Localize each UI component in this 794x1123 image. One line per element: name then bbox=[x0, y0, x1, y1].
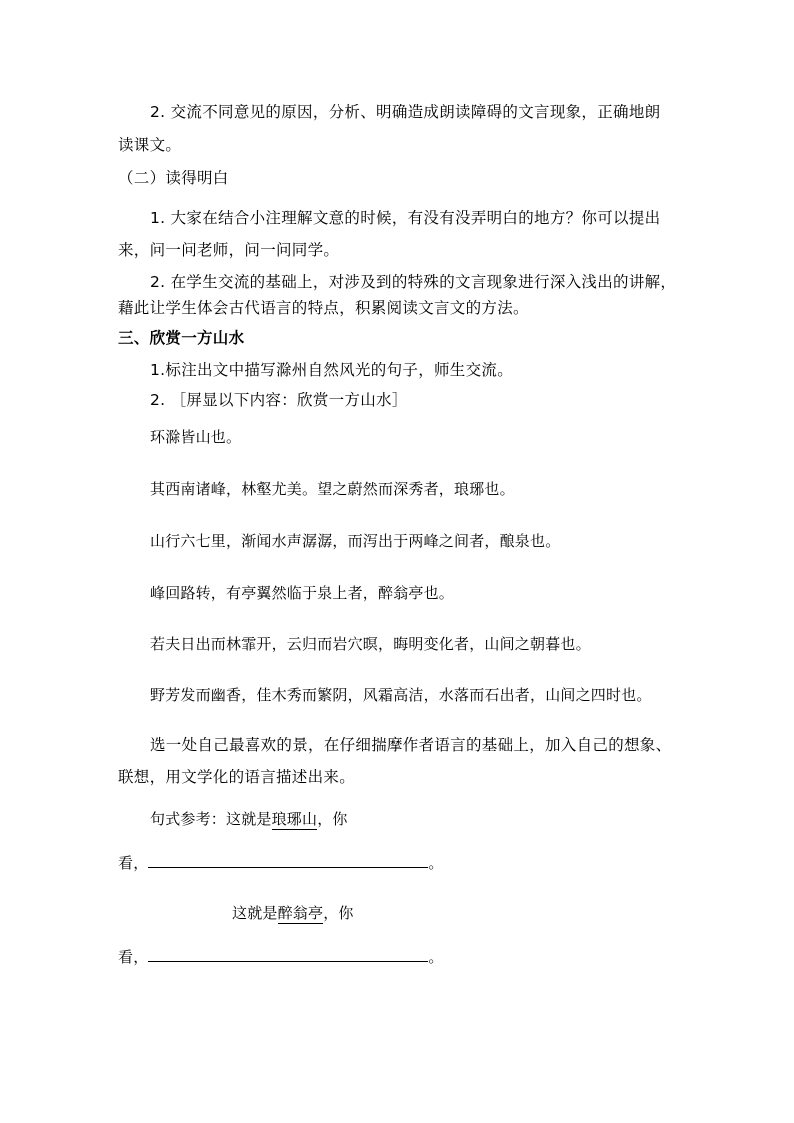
pattern-prefix: 句式参考：这就是 bbox=[150, 810, 272, 828]
subsection-title: （二）读得明白 bbox=[118, 169, 229, 187]
pattern-suffix: ，你 bbox=[323, 904, 354, 922]
section-title: 三、欣赏一方山水 bbox=[118, 329, 245, 347]
paragraph-line: 1. 大家在结合小注理解文意的时候，有没有没弄明白的地方？你可以提出 bbox=[150, 209, 661, 227]
excerpt-line: 峰回路转，有亭翼然临于泉上者，醉翁亭也。 bbox=[150, 584, 455, 602]
paragraph-line: 读课文。 bbox=[118, 136, 182, 154]
task-line: 联想，用文学化的语言描述出来。 bbox=[118, 768, 356, 786]
answer-blank[interactable] bbox=[148, 947, 428, 962]
sentence-pattern-2 bbox=[232, 902, 354, 923]
answer-blank[interactable] bbox=[148, 853, 428, 868]
excerpt-line: 环滁皆山也。 bbox=[150, 428, 242, 446]
list-item: 1.标注出文中描写滁州自然风光的句子，师生交流。 bbox=[150, 361, 513, 379]
fill-in-line-1 bbox=[118, 852, 444, 873]
pattern-suffix: ，你 bbox=[317, 810, 348, 828]
pattern-place: 琅琊山 bbox=[271, 810, 318, 828]
sentence-pattern-1 bbox=[150, 808, 348, 829]
paragraph-line: 2. 交流不同意见的原因，分析、明确造成朗读障碍的文言现象，正确地朗 bbox=[150, 103, 661, 121]
list-item: 2. ［屏显以下内容：欣赏一方山水］ bbox=[150, 391, 408, 409]
paragraph-line: 来，问一问老师，问一问同学。 bbox=[118, 241, 340, 259]
period: 。 bbox=[428, 854, 444, 872]
period: 。 bbox=[428, 948, 444, 966]
excerpt-line: 若夫日出而林霏开，云归而岩穴暝，晦明变化者，山间之朝暮也。 bbox=[150, 635, 591, 653]
look-label: 看， bbox=[118, 854, 149, 872]
excerpt-line: 其西南诸峰，林壑尤美。望之蔚然而深秀者，琅琊也。 bbox=[150, 480, 515, 498]
paragraph-line: 2. 在学生交流的基础上，对涉及到的特殊的文言现象进行深入浅出的讲解， bbox=[150, 273, 677, 291]
excerpt-line: 野芳发而幽香，佳木秀而繁阴，风霜高洁，水落而石出者，山间之四时也。 bbox=[150, 686, 652, 704]
task-line: 选一处自己最喜欢的景，在仔细揣摩作者语言的基础上，加入自己的想象、 bbox=[150, 736, 672, 754]
fill-in-line-2 bbox=[118, 946, 444, 967]
look-label: 看， bbox=[118, 948, 149, 966]
pattern-prefix: 这就是 bbox=[232, 904, 278, 922]
paragraph-line: 藉此让学生体会古代语言的特点，积累阅读文言文的方法。 bbox=[118, 299, 529, 317]
excerpt-line: 山行六七里，渐闻水声潺潺，而泻出于两峰之间者，酿泉也。 bbox=[150, 532, 561, 550]
pattern-place: 醉翁亭 bbox=[277, 904, 324, 922]
